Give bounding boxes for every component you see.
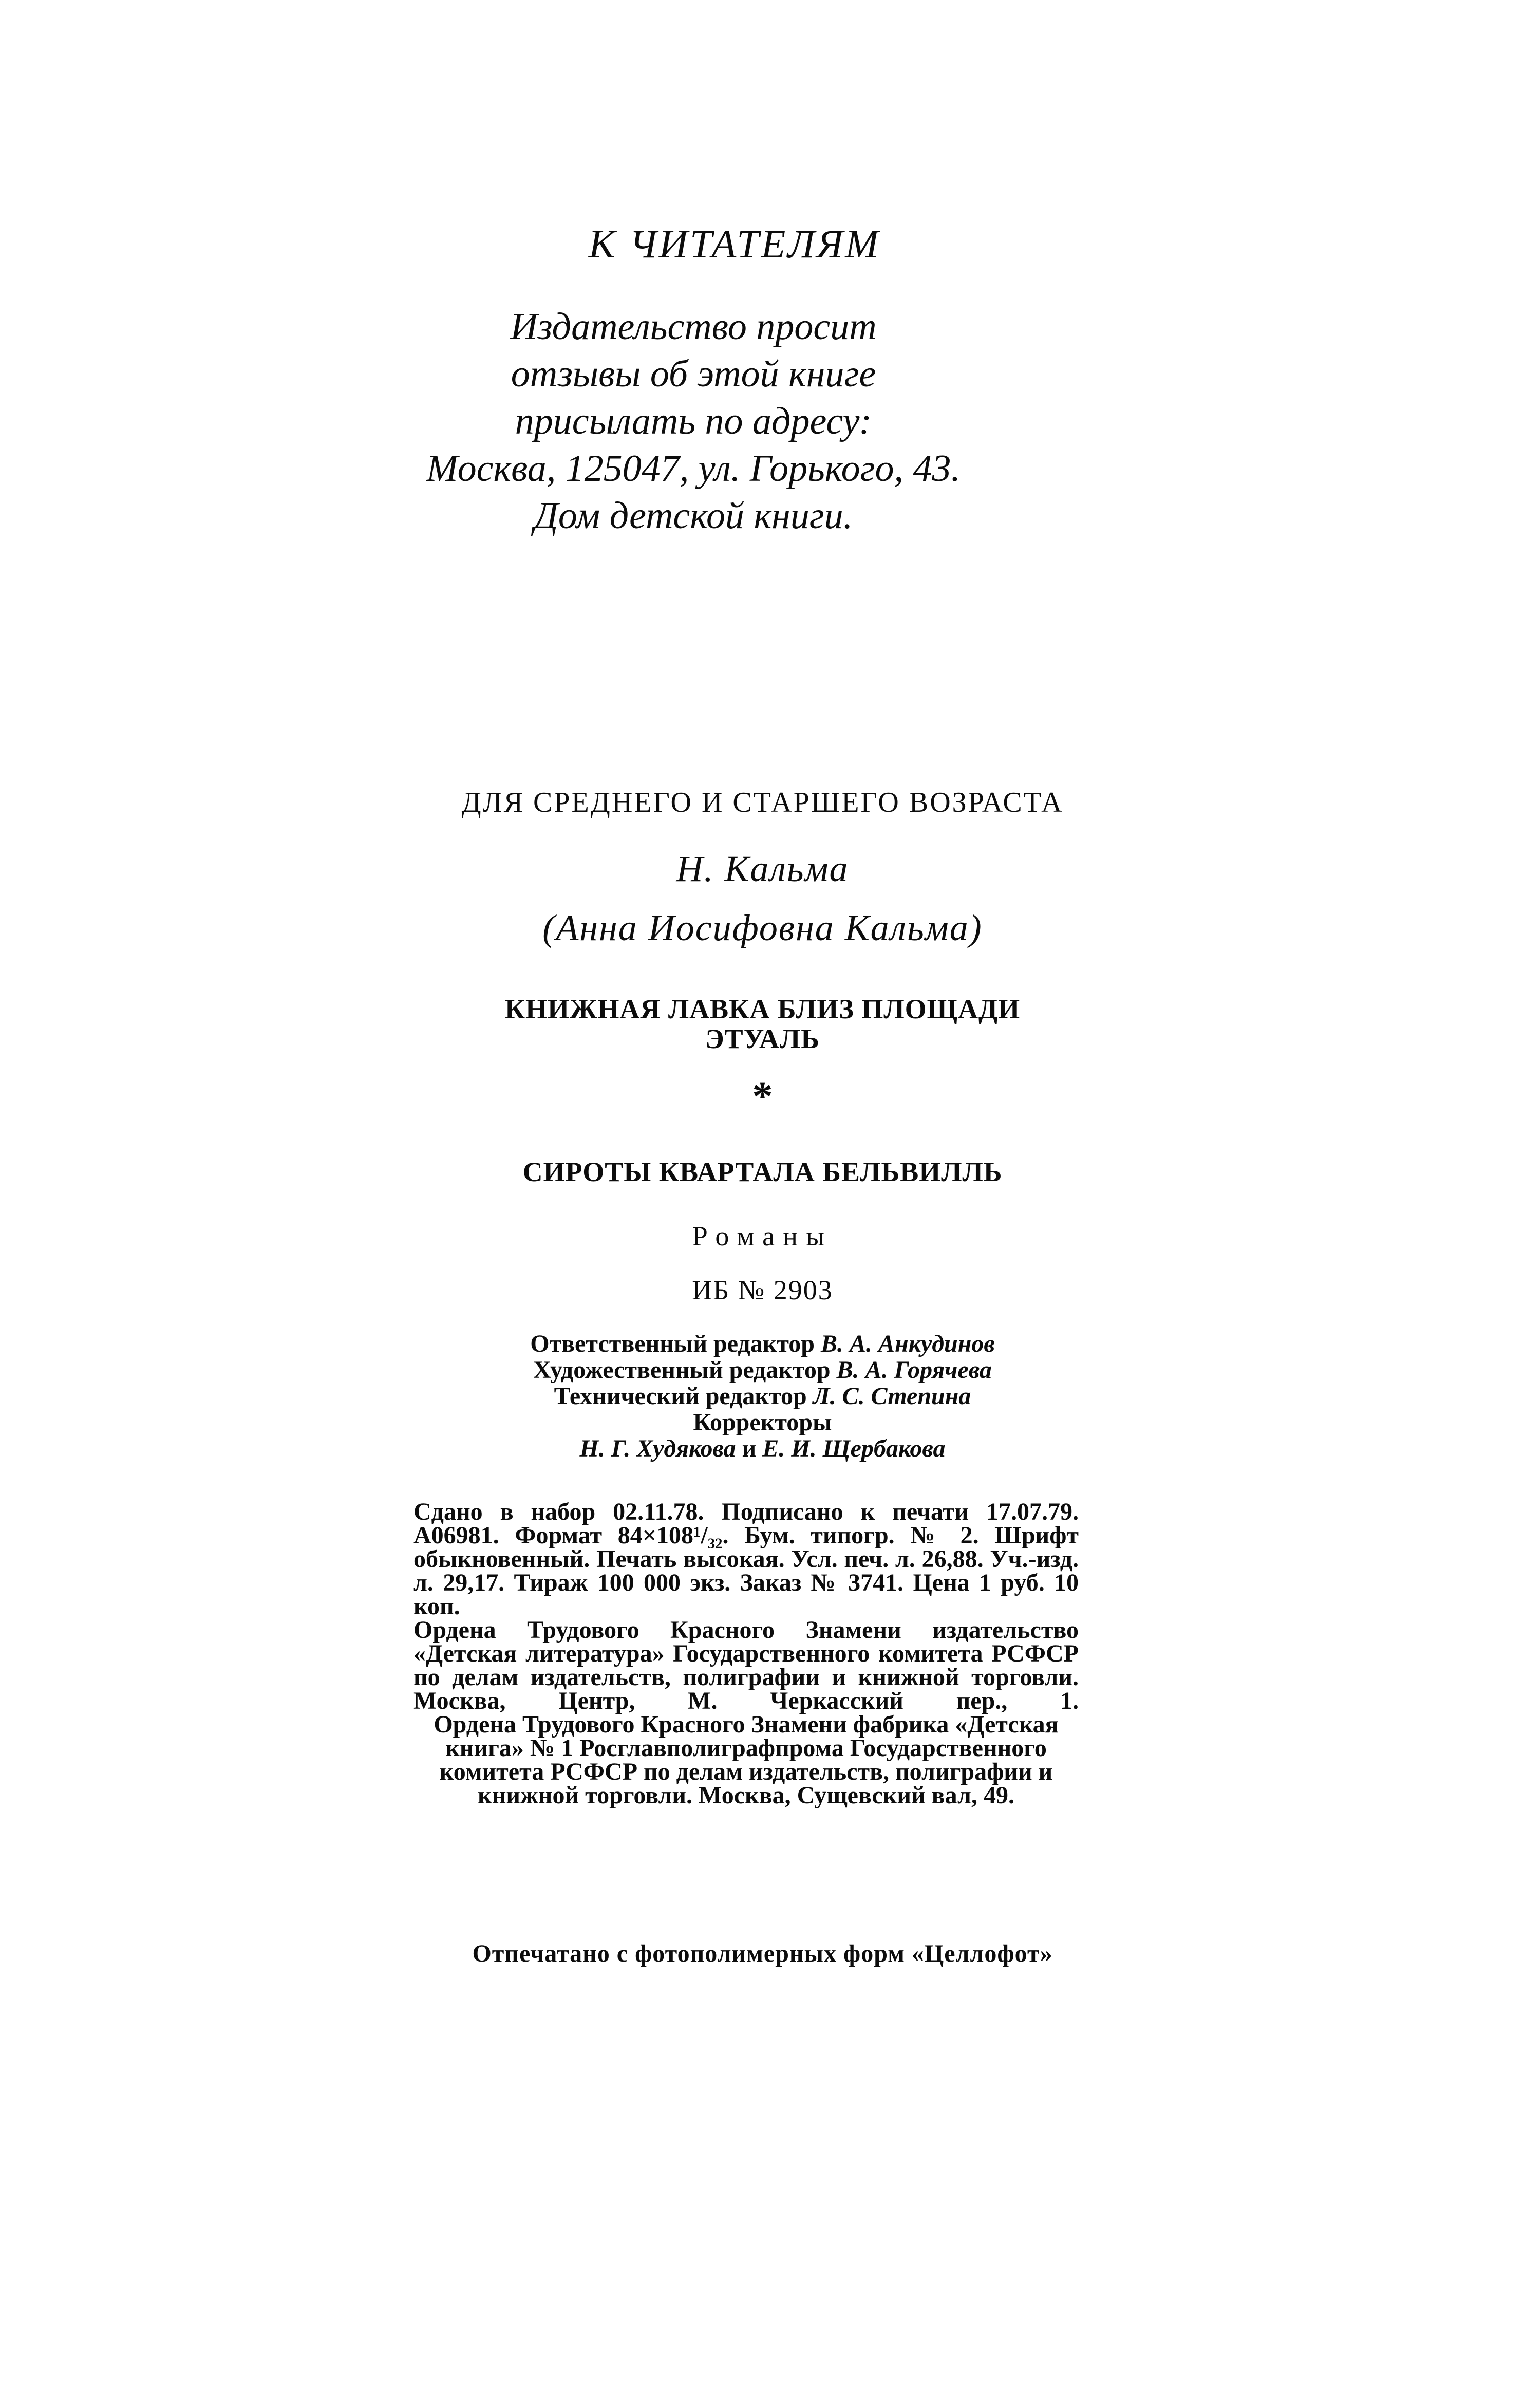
credit-name: В. А. Анкудинов [821,1330,995,1357]
credit-name: В. А. Горячева [836,1356,992,1384]
separator-star: * [752,1074,773,1119]
credit-line [0,1409,1525,1435]
credit-role: Художественный редактор [533,1356,831,1384]
reader-notice-address: Москва, 125047, ул. Горького, 43. [426,447,961,490]
credit-line [0,1331,1525,1357]
ib-number: ИБ № 2903 [692,1275,833,1305]
imprint-production: Сдано в набор 02.11.78. Подписано к печати 17.07.79. А06981. Формат 84×108¹/₃₂. Бум. типогр. № 2. Шрифт обыкновенный. Печать высокая. Усл. печ. л. 26,88. Уч.-изд. л. 29,17. Тираж 100 000 экз. Заказ № 3741. Цена 1 руб. 10 коп. [413,1498,1079,1620]
reader-notice-line: отзывы об этой книге [511,353,876,395]
book-title-1-line: ЭТУАЛЬ [705,1023,820,1054]
author-full-name: (Анна Иосифовна Кальма) [542,907,983,948]
book-title-1 [0,994,1525,1054]
credit-line [0,1357,1525,1383]
book-title-1-line: КНИЖНАЯ ЛАВКА БЛИЗ ПЛОЩАДИ [504,994,1021,1024]
audience-label: ДЛЯ СРЕДНЕГО И СТАРШЕГО ВОЗРАСТА [461,787,1064,818]
genre-label: Романы [692,1221,833,1252]
reader-notice-line: Издательство просит [510,306,877,348]
reader-notice-text [308,303,1079,539]
reader-notice-line: Дом детской книги. [534,495,853,537]
author-name: Н. Кальма [676,848,849,889]
credit-role: Ответственный редактор [530,1330,815,1357]
credit-line [0,1383,1525,1409]
imprint-block [413,1500,1079,1807]
reader-notice-heading: К ЧИТАТЕЛЯМ [588,221,881,266]
credit-name: Н. Г. Худякова [579,1435,736,1462]
printed-note: Отпечатано с фотополимерных форм «Целлофот» [472,1940,1053,1967]
reader-notice-line: присылать по адресу: [515,400,872,442]
editorial-credits [0,1331,1525,1462]
book-title-2: СИРОТЫ КВАРТАЛА БЕЛЬВИЛЛЬ [522,1156,1003,1187]
credit-role: Корректоры [693,1409,832,1436]
imprint-printer: Ордена Трудового Красного Знамени фабрика «Детская книга» № 1 Росглавполиграфпрома Государственного комитета РСФСР по делам издательств, полиграфии и книжной торговли. Москва, Сущевский вал, 49. [434,1711,1059,1809]
credit-name: Е. И. Щербакова [762,1435,946,1462]
credit-conjunction: и [742,1435,757,1462]
imprint-publisher: Ордена Трудового Красного Знамени издательство «Детская литература» Государственного комитета РСФСР по делам издательств, полиграфии и книжной торговли. Москва, Центр, М. Черкасский пер., 1. [413,1616,1079,1714]
credit-line [0,1435,1525,1462]
credit-name: Л. С. Степина [813,1383,971,1410]
credit-role: Технический редактор [554,1383,807,1410]
